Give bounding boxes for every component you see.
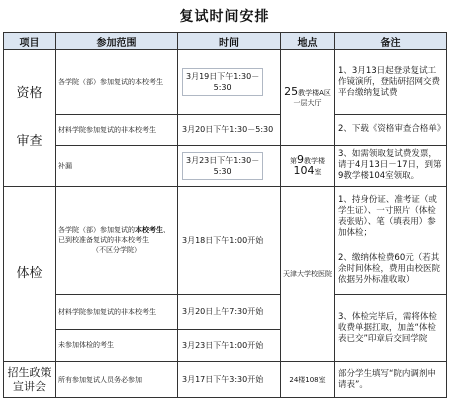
scope-text: 、已到校准备复试的非本校考生 bbox=[58, 226, 170, 245]
table-row bbox=[4, 362, 447, 398]
note-text: 2、缴纳体检费60元（若其余时间体检，费用由校医院依据另外标准收取） bbox=[338, 252, 441, 285]
time-cell: 3月18日下午1:00开始 bbox=[178, 186, 281, 294]
time-text: 5:30 bbox=[213, 166, 232, 176]
table-row bbox=[4, 50, 447, 115]
item-label: 资格 bbox=[16, 86, 43, 102]
time-text: 3月23日下午1:30－ bbox=[186, 155, 260, 165]
place-cell: 24楼108室 bbox=[281, 362, 335, 398]
scope-cell: 各学院（部）参加复试的本校考生 bbox=[56, 50, 178, 115]
time-cell: 3月17日下午3:30开始 bbox=[178, 362, 281, 398]
time-cell: 3月23日下午1:00开始 bbox=[178, 329, 281, 361]
item-label: 招生政策 bbox=[7, 365, 52, 379]
scope-cell: 所有参加复试人员务必参加 bbox=[56, 362, 178, 398]
time-text: 3月19日下午1:30－ bbox=[186, 72, 260, 82]
table-row bbox=[4, 186, 447, 294]
item-exam: 体检 bbox=[4, 186, 56, 361]
note-cell: 部分学生填写“院内调剂申请表”。 bbox=[335, 362, 447, 398]
place-suffix: 室 bbox=[314, 167, 322, 176]
header-row bbox=[4, 33, 447, 50]
schedule-table bbox=[3, 32, 447, 398]
time-cell: 3月20日下午1:30－5:30 bbox=[178, 115, 281, 145]
item-policy bbox=[4, 362, 56, 398]
table-row bbox=[4, 145, 447, 186]
header-item: 项目 bbox=[4, 33, 56, 50]
scope-cell: 未参加体检的考生 bbox=[56, 329, 178, 361]
time-cell: 3月20日上午7:30开始 bbox=[178, 295, 281, 330]
note-cell: 3、体检完毕后，需将体检收费单据扛取，加盖“体检表已交”印章后交回学院 bbox=[335, 295, 447, 362]
time-text: 5:30 bbox=[213, 83, 232, 93]
table-row bbox=[4, 295, 447, 330]
scope-text: （不区分学院） bbox=[92, 246, 141, 255]
place-room: 104 bbox=[293, 163, 315, 177]
note-cell: 1、3月13日起登录复试工作镜演所，登陆研招网交费平台缴纳复试费 bbox=[335, 50, 447, 115]
item-qualification bbox=[4, 50, 56, 186]
place-cell bbox=[281, 50, 335, 145]
place-number: 25 bbox=[284, 84, 299, 98]
place-sub: 一层大厅 bbox=[293, 98, 322, 107]
scope-cell: 材料学院参加复试的非本校考生 bbox=[56, 115, 178, 145]
time-box bbox=[182, 152, 263, 180]
time-cell bbox=[178, 145, 281, 186]
page-title: 复试时间安排 bbox=[179, 9, 270, 25]
item-label: 宣讲会 bbox=[13, 379, 46, 393]
time-cell bbox=[178, 50, 281, 115]
scope-cell: 补漏 bbox=[56, 145, 178, 186]
place-text: 教学楼 bbox=[304, 156, 325, 165]
place-number: 9 bbox=[297, 152, 304, 166]
time-box bbox=[182, 68, 263, 96]
place-cell: 天津大学校医院 bbox=[281, 186, 335, 361]
note-cell bbox=[335, 186, 447, 294]
header-place: 地点 bbox=[281, 33, 335, 50]
scope-text: 各学院（部）参加复试的 bbox=[58, 226, 135, 235]
note-text: 1、持身份证、准考证（或学生证）、一寸照片（体检表张贴）、笔（填表用）参加体检； bbox=[338, 194, 437, 238]
place-cell bbox=[281, 145, 335, 186]
scope-cell bbox=[56, 186, 178, 294]
place-text: 教学楼A区 bbox=[298, 88, 331, 97]
scope-bold: 本校考生 bbox=[135, 226, 163, 235]
header-time: 时间 bbox=[178, 33, 281, 50]
scope-cell: 材料学院参加复试的非本校考生 bbox=[56, 295, 178, 330]
note-cell: 3、如需领取复试费发票，请于4月13日－17日，到第9教学楼104室领取。 bbox=[335, 145, 447, 186]
header-scope: 参加范围 bbox=[56, 33, 178, 50]
header-note: 备注 bbox=[335, 33, 447, 50]
place-prefix: 第 bbox=[290, 156, 297, 165]
note-cell: 2、下载《资格审查合格单》 bbox=[335, 115, 447, 145]
table-row bbox=[4, 115, 447, 145]
item-label: 审查 bbox=[16, 134, 43, 150]
